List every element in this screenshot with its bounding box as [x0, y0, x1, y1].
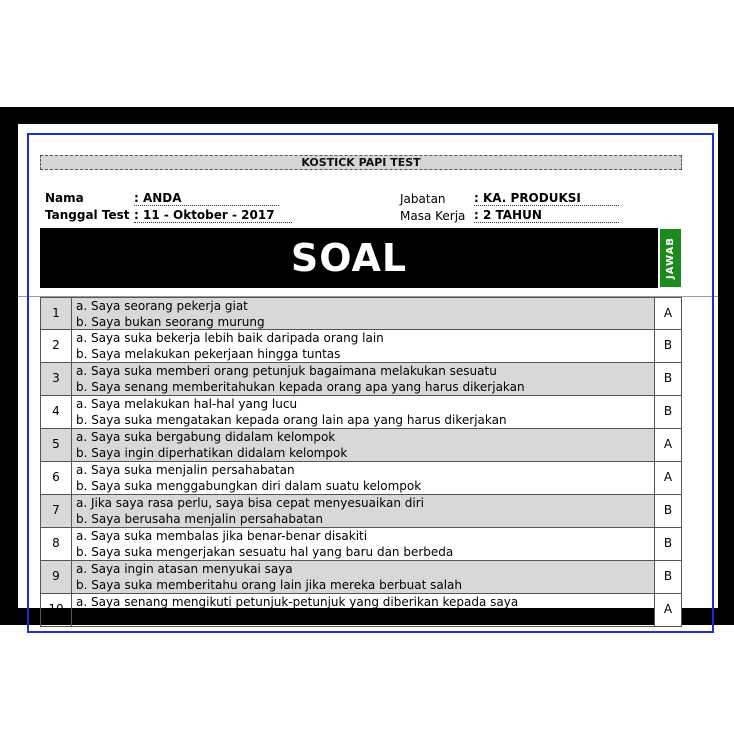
question-number: 3: [41, 363, 72, 395]
question-number: 6: [41, 462, 72, 494]
option-b[interactable]: b. Saya ingin diperhatikan didalam kelompok: [76, 446, 348, 460]
masa-kerja-value: : 2 TAHUN: [474, 208, 619, 223]
option-b[interactable]: b. Saya berusaha menjalin persahabatan: [76, 512, 323, 526]
jawab-header: JAWAB: [660, 229, 681, 287]
soal-banner: SOAL: [40, 228, 658, 288]
answer-cell[interactable]: A: [655, 429, 681, 461]
document-title: KOSTICK PAPI TEST: [40, 155, 682, 170]
question-number: 10: [41, 594, 72, 626]
option-b[interactable]: b. Saya melakukan pekerjaan hingga tuntas: [76, 347, 341, 361]
option-b[interactable]: b. Saya suka menggabungkan diri dalam suatu kelompok: [76, 479, 422, 493]
option-a[interactable]: a. Saya seorang pekerja giat: [76, 299, 248, 313]
answer-cell[interactable]: B: [655, 561, 681, 593]
answer-cell[interactable]: B: [655, 363, 681, 395]
nama-label: Nama: [45, 191, 84, 205]
answer-cell[interactable]: B: [655, 396, 681, 428]
question-number: 2: [41, 330, 72, 362]
option-a[interactable]: a. Jika saya rasa perlu, saya bisa cepat menyesuaikan diri: [76, 496, 424, 510]
question-number: 5: [41, 429, 72, 461]
question-number: 7: [41, 495, 72, 527]
option-b[interactable]: b. Saya suka mengerjakan sesuatu hal yang baru dan berbeda: [76, 545, 454, 559]
question-number: 8: [41, 528, 72, 560]
option-a[interactable]: a. Saya ingin atasan menyukai saya: [76, 562, 293, 576]
option-b[interactable]: b. Saya suka memberitahu orang lain jika mereka berbuat salah: [76, 578, 463, 592]
jabatan-label: Jabatan: [400, 192, 446, 206]
option-a[interactable]: a. Saya suka membalas jika benar-benar disakiti: [76, 529, 368, 543]
tanggal-test-label: Tanggal Test: [45, 208, 130, 222]
option-a[interactable]: a. Saya suka bekerja lebih baik daripada orang lain: [76, 331, 384, 345]
nama-value: : ANDA: [134, 191, 279, 206]
option-a[interactable]: a. Saya suka bergabung didalam kelompok: [76, 430, 336, 444]
option-a[interactable]: a. Saya suka memberi orang petunjuk bagaimana melakukan sesuatu: [76, 364, 497, 378]
option-b[interactable]: b. Saya senang memberitahukan kepada orang apa yang harus dikerjakan: [76, 380, 525, 394]
answer-cell[interactable]: A: [655, 462, 681, 494]
option-a[interactable]: a. Saya suka menjalin persahabatan: [76, 463, 295, 477]
option-b[interactable]: b. Saya bukan seorang murung: [76, 315, 265, 329]
page-border: [27, 133, 714, 633]
answer-cell[interactable]: A: [655, 298, 681, 329]
answer-cell[interactable]: B: [655, 495, 681, 527]
tanggal-test-value: : 11 - Oktober - 2017: [134, 208, 292, 223]
answer-cell[interactable]: B: [655, 330, 681, 362]
masa-kerja-label: Masa Kerja: [400, 209, 466, 223]
answer-cell[interactable]: A: [655, 594, 681, 626]
question-number: 9: [41, 561, 72, 593]
question-number: 4: [41, 396, 72, 428]
question-number: 1: [41, 298, 72, 329]
answer-cell[interactable]: B: [655, 528, 681, 560]
jabatan-value: : KA. PRODUKSI: [474, 191, 619, 206]
option-b[interactable]: b. Saya suka mengatakan kepada orang lain apa yang harus dikerjakan: [76, 413, 507, 427]
option-a[interactable]: a. Saya senang mengikuti petunjuk-petunjuk yang diberikan kepada saya: [76, 595, 519, 609]
option-a[interactable]: a. Saya melakukan hal-hal yang lucu: [76, 397, 298, 411]
